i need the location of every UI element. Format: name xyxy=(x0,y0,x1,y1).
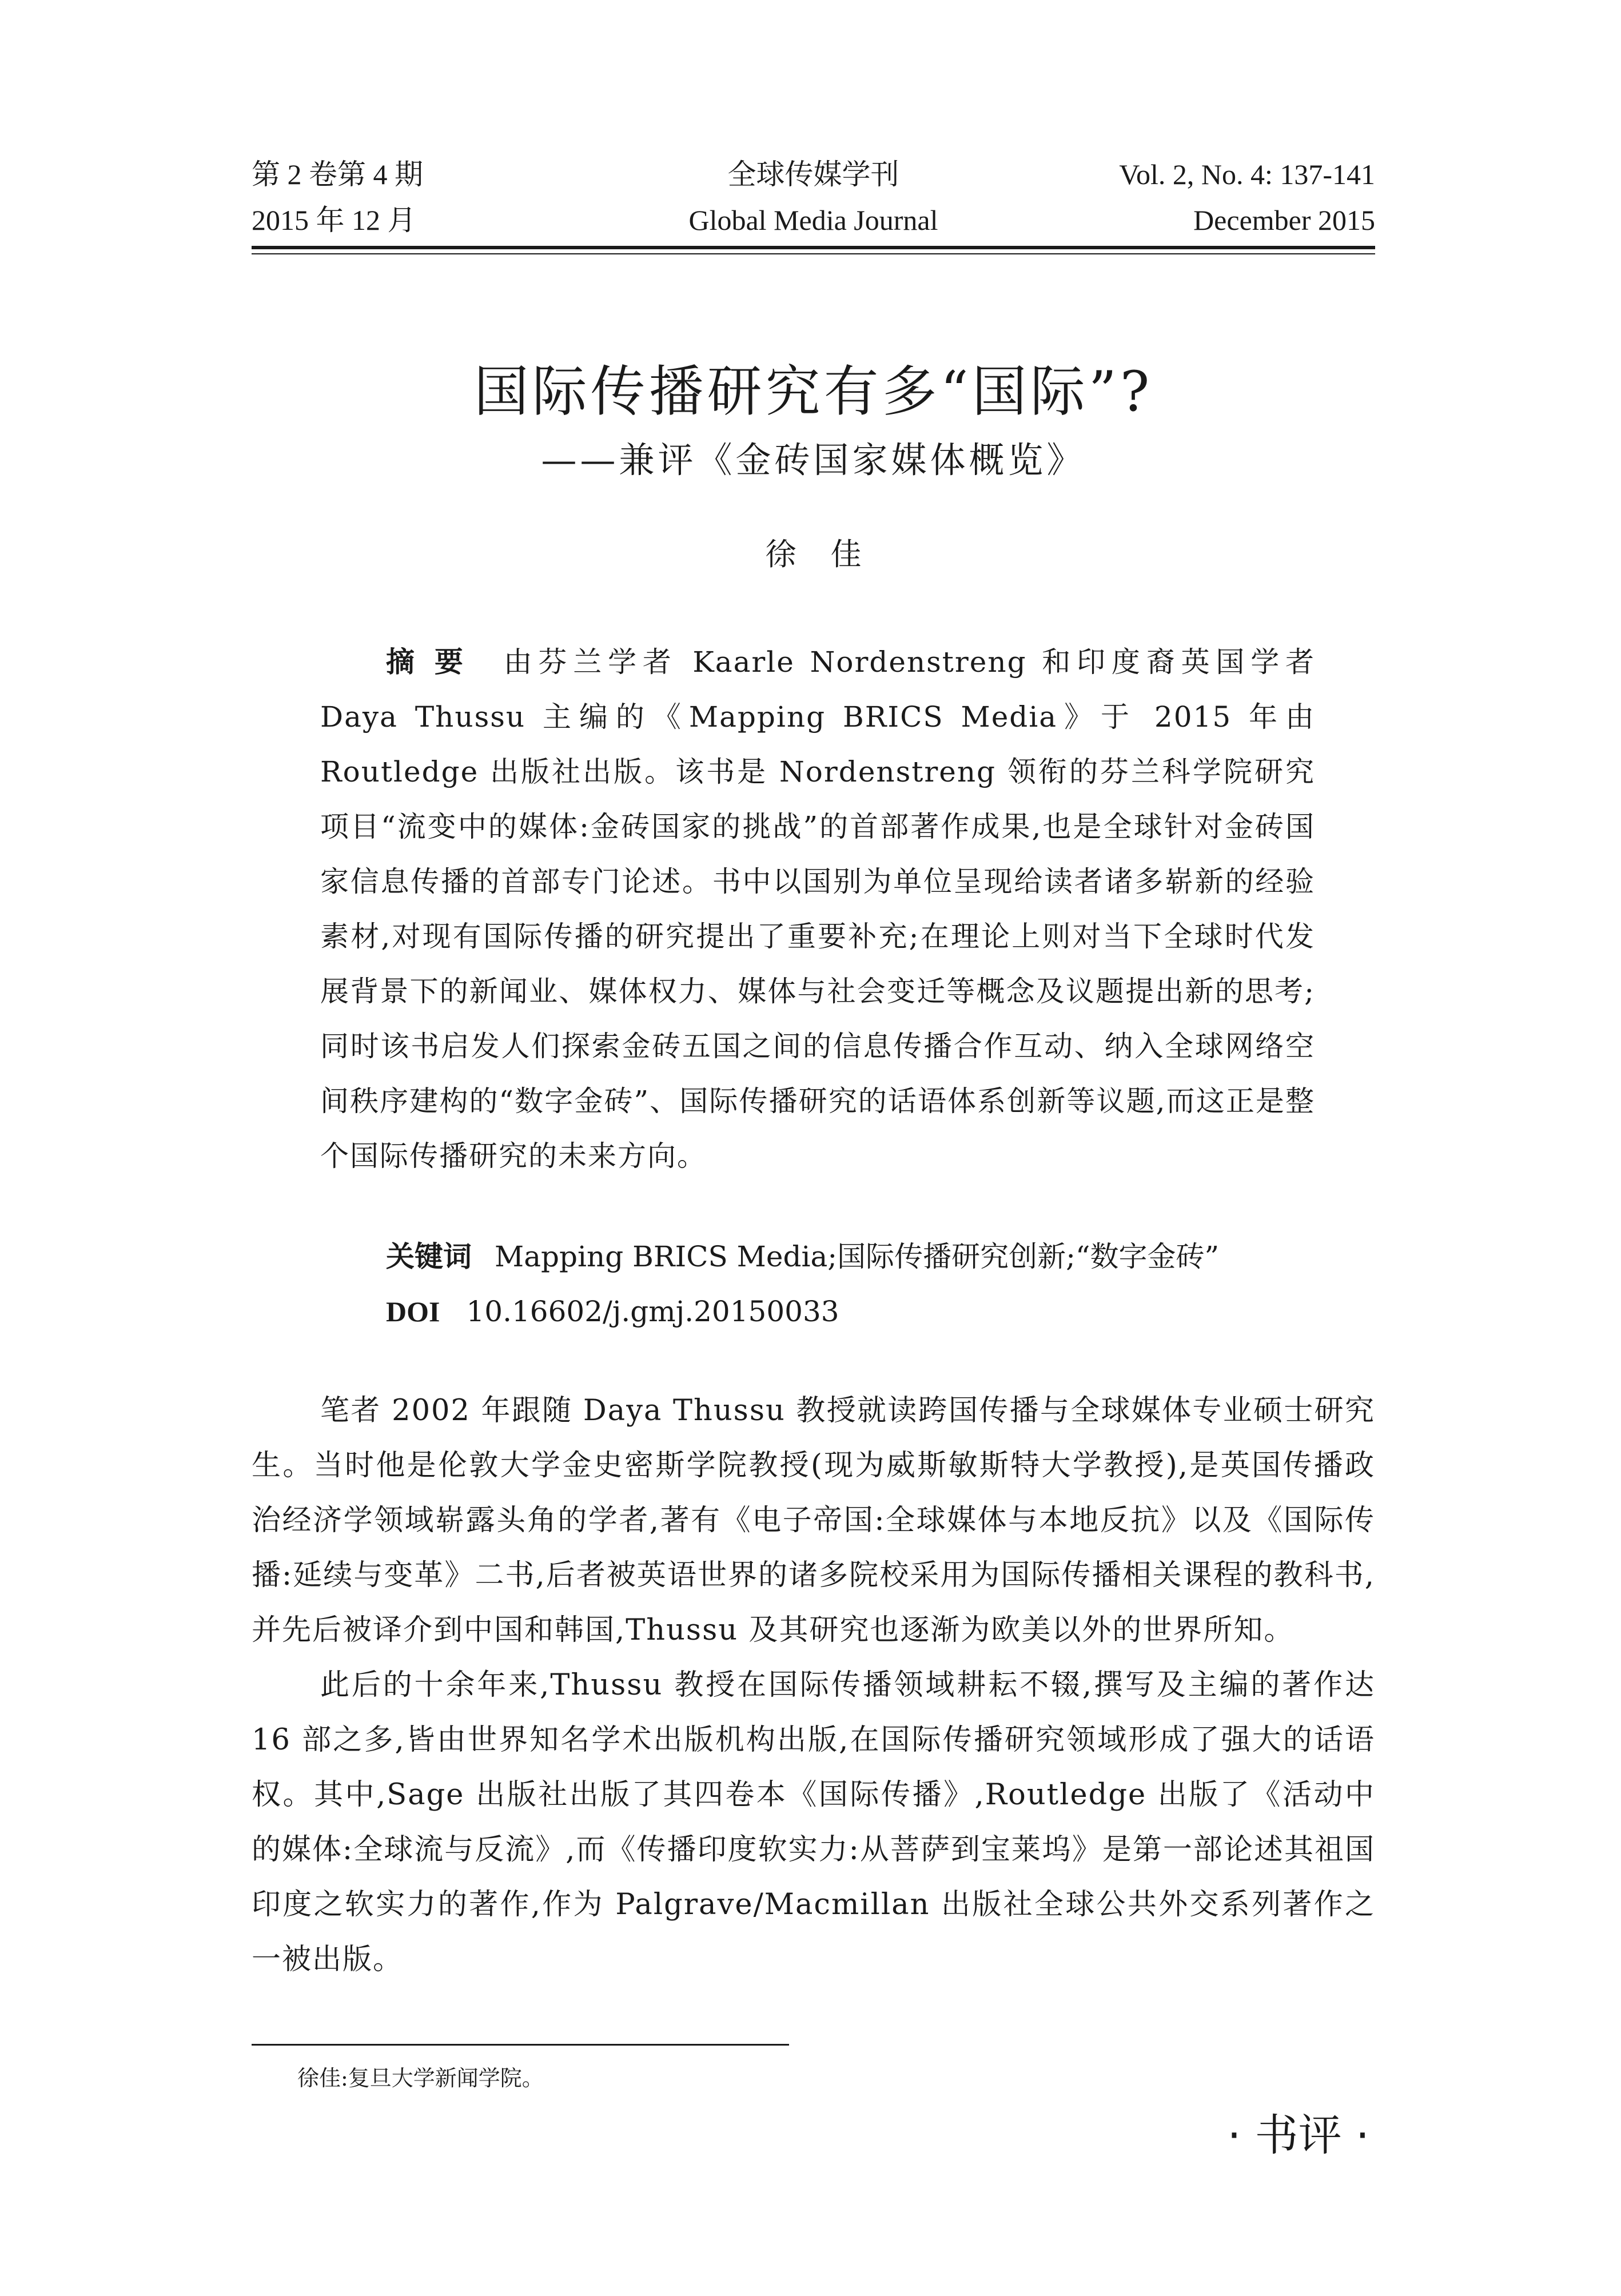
journal-name-en: Global Media Journal xyxy=(688,204,938,236)
header-rule-thick xyxy=(252,246,1375,249)
header-row-2 xyxy=(252,197,1375,243)
article-author: 徐佳 xyxy=(765,536,896,572)
doi-value: 10.16602/j.gmj.20150033 xyxy=(466,1295,839,1328)
keywords-label: 关键词 xyxy=(386,1240,472,1273)
volume-en: Vol. 2, No. 4: 137-141 xyxy=(1119,158,1375,190)
article-subtitle: ——兼评《金砖国家媒体概览》 xyxy=(541,439,1086,481)
date-en: December 2015 xyxy=(1193,204,1375,236)
journal-header xyxy=(252,152,1375,243)
author-footnote: 徐佳:复旦大学新闻学院。 xyxy=(297,2066,544,2091)
footnote-rule xyxy=(252,2044,789,2046)
body-paragraph-2: 此后的十余年来,Thussu 教授在国际传播领域耕耘不辍,撰写及主编的著作达 16 部之多,皆由世界知名学术出版机构出版,在国际传播研究领域形成了强大的话语权。其中,Sage 出版社出版了其四卷本《国际传播》,Routledge 出版了《活动中的媒体:全球流与反流》,而《传播印度软实力:从菩萨到宝莱坞》是第一部论述其祖国印度之软实力的著作,作为 Palgrave/Macmillan 出版社全球公共外交系列著作之一被出版。 xyxy=(252,1668,1375,1976)
abstract-label: 摘要 xyxy=(386,645,483,679)
keywords-text: Mapping BRICS Media;国际传播研究创新;“数字金砖” xyxy=(495,1240,1220,1273)
date-cn: 2015 年 12 月 xyxy=(252,204,416,236)
section-tag: · 书评 · xyxy=(1227,2110,1369,2161)
keywords xyxy=(386,1229,1324,1284)
journal-name-cn: 全球传媒学刊 xyxy=(727,158,899,190)
body-paragraph-1: 笔者 2002 年跟随 Daya Thussu 教授就读跨国传播与全球媒体专业硕士研究生。当时他是伦敦大学金史密斯学院教授(现为威斯敏斯特大学教授),是英国传播政治经济学领域崭露头角的学者,著有《电子帝国:全球媒体与本地反抗》以及《国际传播:延续与变革》二书,后者被英语世界的诸多院校采用为国际传播相关课程的教科书,并先后被译介到中国和韩国,Thussu 及其研究也逐渐为欧美以外的世界所知。 xyxy=(252,1394,1375,1647)
doi xyxy=(386,1284,1324,1339)
abstract-text: 由芬兰学者 Kaarle Nordenstreng 和印度裔英国学者 Daya Thussu 主编的《Mapping BRICS Media》于 2015 年由 Routledge 出版社出版。该书是 Nordenstreng 领衔的芬兰科学院研究项目“流变中的媒体:金砖国家的挑战”的首部著作成果,也是全球针对金砖国家信息传播的首部专门论述。书中以国别为单位呈现给读者诸多崭新的经验素材,对现有国际传播的研究提出了重要补充;在理论上则对当下全球时代发展背景下的新闻业、媒体权力、媒体与社会变迁等概念及议题提出新的思考;同时该书启发人们探索金砖五国之间的信息传播合作互动、纳入全球网络空间秩序建构的“数字金砖”、国际传播研究的话语体系创新等议题,而这正是整个国际传播研究的未来方向。 xyxy=(320,645,1316,1173)
header-rule-thin xyxy=(252,253,1375,254)
abstract xyxy=(320,635,1315,1183)
body-text xyxy=(252,1384,1375,1987)
issue-cn: 第 2 卷第 4 期 xyxy=(252,158,423,190)
article-title: 国际传播研究有多“国际”? xyxy=(473,360,1153,424)
header-row-1 xyxy=(252,152,1375,197)
doi-label: DOI xyxy=(386,1296,440,1328)
